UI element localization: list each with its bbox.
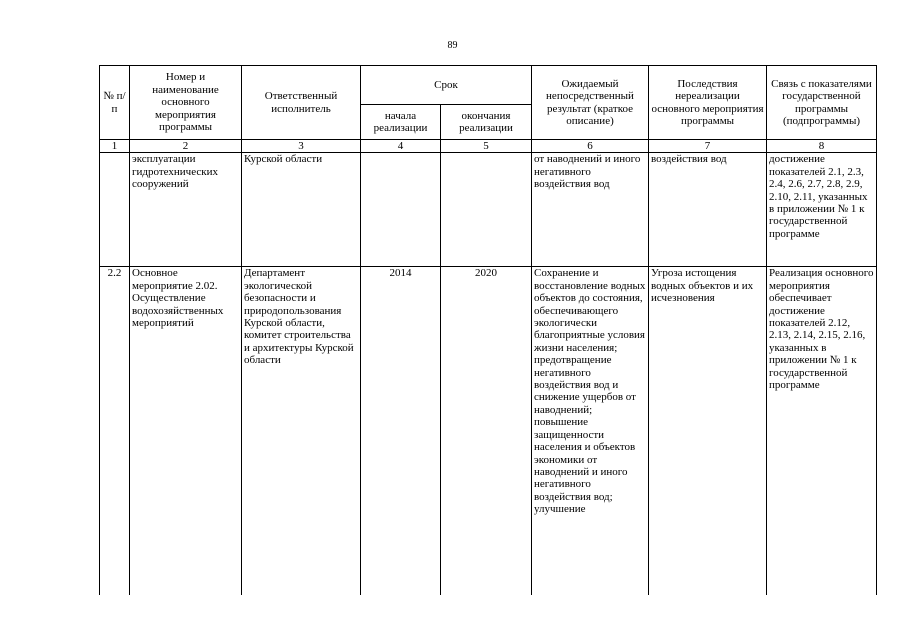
header-number: № п/п <box>100 66 130 140</box>
row-start: 2014 <box>361 267 441 596</box>
header-executor: Ответственный исполнитель <box>242 66 361 140</box>
column-numbers-row <box>100 140 877 153</box>
header-activity-name: Номер и наименование основного мероприятия программы <box>130 66 242 140</box>
column-number: 7 <box>649 140 767 153</box>
row-activity-name: эксплуатации гидротехнических сооружений <box>130 153 242 267</box>
header-term: Срок <box>361 66 532 105</box>
row-indicators-link: Реализация основного мероприятия обеспечивает достижение показателей 2.12, 2.13, 2.14, 2.15, 2.16, указанных в приложении № 1 к государственной программе <box>767 267 877 596</box>
row-indicators-link: достижение показателей 2.1, 2.3, 2.4, 2.6, 2.7, 2.8, 2.9, 2.10, 2.11, указанных в приложении № 1 к государственной программе <box>767 153 877 267</box>
column-number: 6 <box>532 140 649 153</box>
row-consequences: воздействия вод <box>649 153 767 267</box>
header-row <box>100 66 877 105</box>
row-executor: Департамент экологической безопасности и природопользования Курской области, комитет строительства и архитектуры Курской области <box>242 267 361 596</box>
column-number: 1 <box>100 140 130 153</box>
table-row <box>100 267 877 596</box>
row-start <box>361 153 441 267</box>
table-row <box>100 153 877 267</box>
column-number: 3 <box>242 140 361 153</box>
row-expected-result: от наводнений и иного негативного воздействия вод <box>532 153 649 267</box>
row-consequences: Угроза истощения водных объектов и их исчезновения <box>649 267 767 596</box>
header-end: окончания реализации <box>441 105 532 140</box>
row-activity-name: Основное мероприятие 2.02. Осуществление водохозяйственных мероприятий <box>130 267 242 596</box>
column-number: 4 <box>361 140 441 153</box>
program-activities-table <box>99 65 877 595</box>
column-number: 2 <box>130 140 242 153</box>
row-expected-result: Сохранение и восстановление водных объектов до состояния, обеспечивающего экологически благоприятные условия жизни населения; предотвращение негативного воздействия вод и снижение ущербов от наводнений; повышение защищенности населения и объектов экономики от наводнений и иного негативного воздействия вод; улучшение <box>532 267 649 596</box>
row-end <box>441 153 532 267</box>
row-executor: Курской области <box>242 153 361 267</box>
row-number <box>100 153 130 267</box>
header-consequences: Последствия нереализации основного мероприятия программы <box>649 66 767 140</box>
page-number: 89 <box>447 40 458 51</box>
header-expected-result: Ожидаемый непосредственный результат (краткое описание) <box>532 66 649 140</box>
column-number: 8 <box>767 140 877 153</box>
row-number: 2.2 <box>100 267 130 596</box>
header-indicators-link: Связь с показателями государственной программы (подпрограммы) <box>767 66 877 140</box>
header-start: начала реализации <box>361 105 441 140</box>
row-end: 2020 <box>441 267 532 596</box>
column-number: 5 <box>441 140 532 153</box>
